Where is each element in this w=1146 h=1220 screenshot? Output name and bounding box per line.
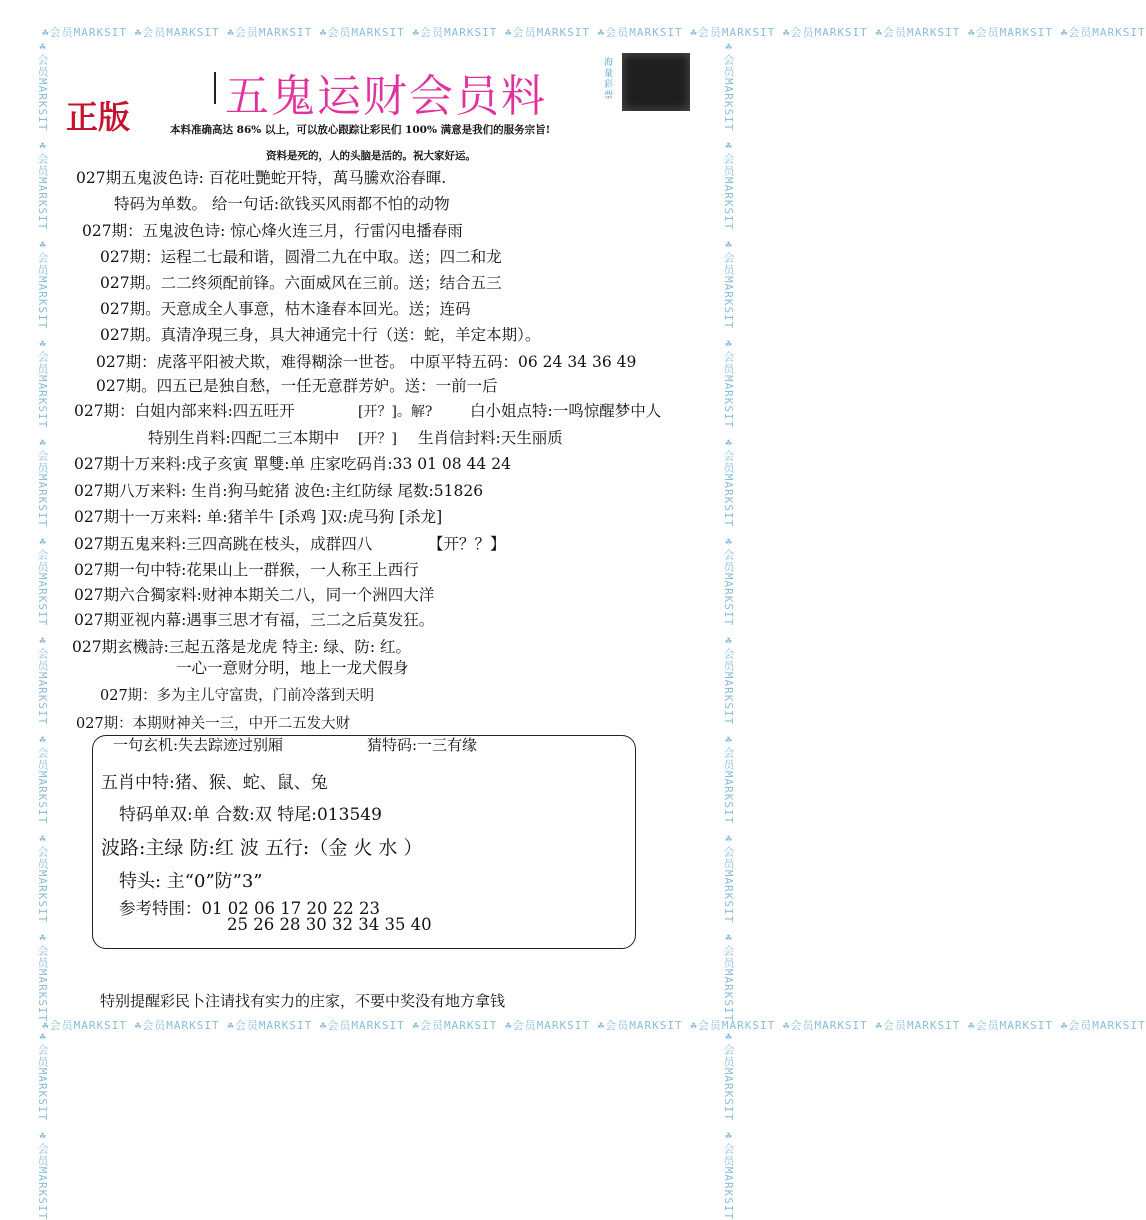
- text-line: 027期玄機詩:三起五落是龙虎 特主: 绿、防: 红。: [72, 638, 412, 656]
- box-line: 特头: 主“0”防”3”: [119, 871, 263, 892]
- watermark-bottom: ☘会员MARKSIT ☘会员MARKSIT ☘会员MARKSIT ☘会员MARKSIT ☘会员MARKSIT ☘会员MARKSIT ☘会员MARKSIT ☘会员MARKSIT ☘会员MARKSIT ☘会员MARKSIT ☘会员MARKSIT ☘会员MARKSIT: [42, 1019, 1146, 1032]
- subtitle-guarantee: 本料准确高达 86% 以上，可以放心跟踪让彩民们 100% 满意是我们的服务宗旨!: [170, 124, 551, 136]
- text-line: 027期。真清净現三身，具大神通完十行（送：蛇，羊定本期）。: [100, 326, 541, 344]
- text-line: 027期一句中特:花果山上一群猴，一人称王上西行: [74, 561, 419, 579]
- page-title: 五鬼运财会员料: [225, 71, 547, 122]
- text-line: 027期十一万来料: 单:猪羊牛 [杀鸡 ]双:虎马狗 [杀龙]: [74, 508, 443, 526]
- title-divider: [214, 72, 216, 104]
- box-line: 一句玄机:失去踪迹过别厢: [113, 736, 284, 754]
- subtitle-luck: 资料是死的，人的头脑是活的。祝大家好运。: [266, 150, 476, 162]
- text-note: 【开？？】: [428, 535, 506, 553]
- text-line: 027期五鬼波色诗: 百花吐艷蛇开特，萬马騰欢浴春暉.: [76, 169, 447, 187]
- text-line: 一心一意财分明，地上一龙犬假身: [176, 659, 409, 677]
- watermark-left: ☘会员MARKSIT ☘会员MARKSIT ☘会员MARKSIT ☘会员MARKSIT ☘会员MARKSIT ☘会员MARKSIT ☘会员MARKSIT ☘会员MARKSIT ☘会员MARKSIT ☘会员MARKSIT ☘会员MARKSIT ☘会员MARKSIT: [36, 40, 49, 1220]
- text-note: [开？]。解?: [358, 404, 433, 420]
- text-line: 027期。二二终须配前锋。六面威风在三前。送；结合五三: [100, 274, 502, 292]
- box-line: 猜特码:一三有缘: [367, 736, 478, 754]
- text-note: [开？]: [358, 431, 397, 447]
- text-line: 027期八万来料: 生肖:狗马蛇猪 波色:主红防绿 尾数:51826: [74, 482, 484, 500]
- text-line: 027期：运程二七最和谐，圆滑二九在中取。送；四二和龙: [100, 248, 502, 266]
- box-line: 五肖中特:猪、猴、蛇、鼠、兔: [101, 773, 328, 793]
- text-line: 特别生肖料:四配二三本期中: [148, 429, 340, 447]
- box-line: 参考特围：01 02 06 17 20 22 23: [119, 899, 380, 918]
- text-line: 027期。天意成全人事意，枯木逢春本回光。送；连码: [100, 300, 471, 318]
- edition-label: 正版: [66, 98, 131, 136]
- text-line: 027期六合獨家料:财神本期关二八，同一个洲四大洋: [74, 586, 435, 604]
- text-line: 027期。四五已是独自愁，一任无意群芳妒。送：一前一后: [96, 377, 498, 395]
- qr-label: 海量彩票: [604, 58, 614, 101]
- qr-code-image: [622, 53, 690, 111]
- text-line: 027期：本期财神关一三，中开二五发大财: [76, 716, 351, 732]
- summary-box: [92, 735, 636, 949]
- watermark-top: ☘会员MARKSIT ☘会员MARKSIT ☘会员MARKSIT ☘会员MARKSIT ☘会员MARKSIT ☘会员MARKSIT ☘会员MARKSIT ☘会员MARKSIT ☘会员MARKSIT ☘会员MARKSIT ☘会员MARKSIT ☘会员MARKSIT: [42, 26, 1146, 39]
- text-line: 027期：多为主儿守富贵，门前冷落到天明: [100, 688, 375, 704]
- text-line: 生肖信封料:天生丽质: [418, 429, 563, 447]
- box-line: 波路:主绿 防:红 波 五行:（金 火 水 ）: [101, 837, 423, 859]
- text-line: 027期：五鬼波色诗: 惊心烽火连三月，行雷闪电播春雨: [82, 222, 463, 240]
- text-line: 027期亚视内幕:遇事三思才有福，三二之后莫发狂。: [74, 611, 435, 629]
- watermark-right: ☘会员MARKSIT ☘会员MARKSIT ☘会员MARKSIT ☘会员MARKSIT ☘会员MARKSIT ☘会员MARKSIT ☘会员MARKSIT ☘会员MARKSIT ☘会员MARKSIT ☘会员MARKSIT ☘会员MARKSIT ☘会员MARKSIT: [722, 40, 735, 1220]
- text-line: 027期：白姐内部来料:四五旺开: [74, 402, 295, 420]
- text-line: 特码为单数。 给一句话:欲钱买风雨都不怕的动物: [114, 195, 450, 213]
- text-line: 白小姐点特:一鸣惊醒梦中人: [470, 402, 662, 420]
- footer-notice: 特别提醒彩民卜注请找有实力的庄家，不要中奖没有地方拿钱: [100, 992, 506, 1010]
- text-line: 027期十万来料:戌子亥寅 單雙:单 庄家吃码肖:33 01 08 44 24: [74, 455, 511, 473]
- text-line: 027期：虎落平阳被犬欺，难得糊涂一世苍。 中原平特五码：06 24 34 36 49: [96, 353, 637, 371]
- box-line: 25 26 28 30 32 34 35 40: [227, 915, 432, 934]
- text-line: 027期五鬼来料:三四高跳在枝头，成群四八: [74, 535, 373, 553]
- box-line: 特码单双:单 合数:双 特尾:013549: [119, 805, 382, 825]
